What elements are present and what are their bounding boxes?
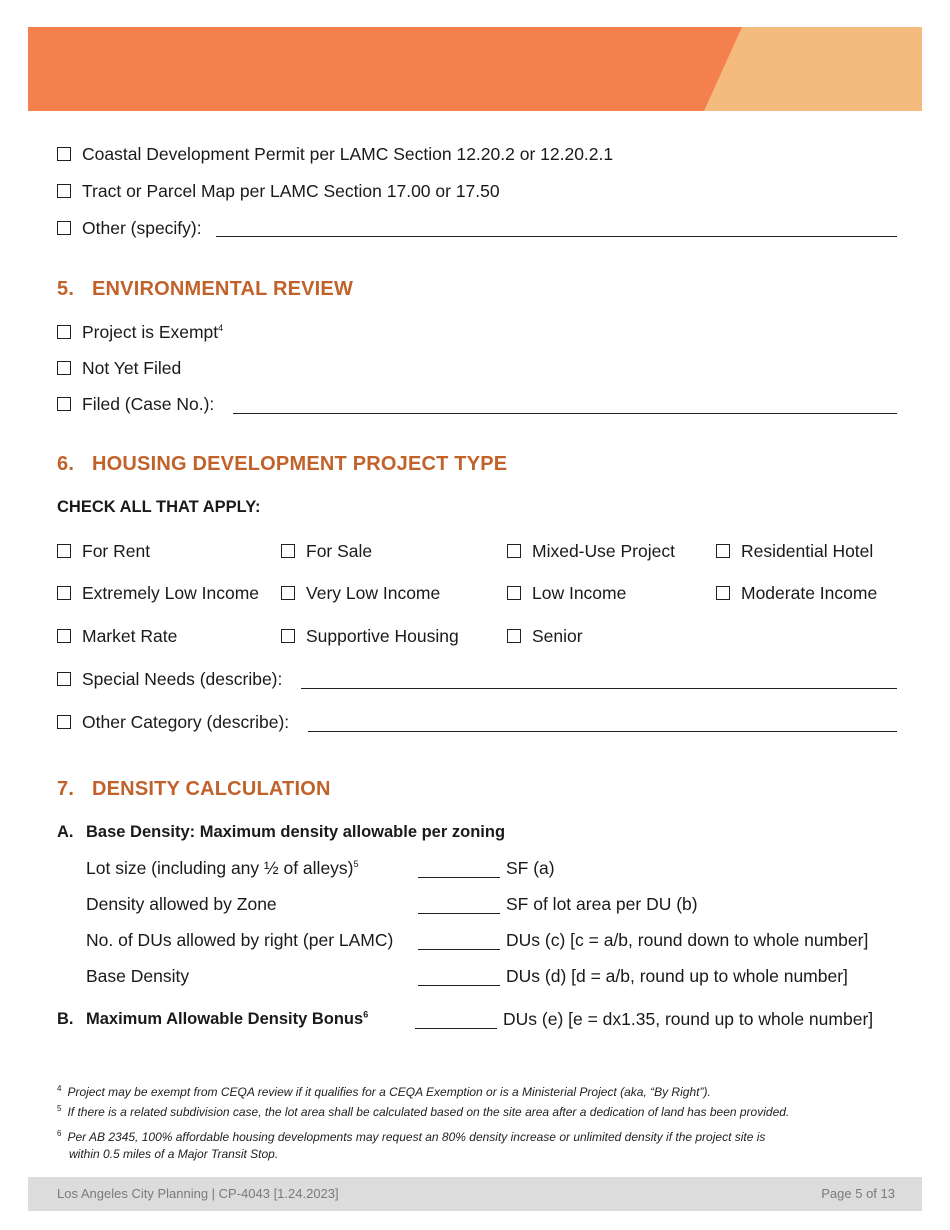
section-title: HOUSING DEVELOPMENT PROJECT TYPE <box>92 453 508 475</box>
checkbox[interactable] <box>57 672 71 686</box>
checkbox[interactable] <box>281 629 295 643</box>
option-extremely-low-income[interactable] <box>57 582 259 604</box>
base-density-field[interactable] <box>418 985 500 986</box>
checkbox[interactable] <box>507 629 521 643</box>
option-label: Market Rate <box>82 625 178 646</box>
lot-size-field[interactable] <box>418 877 500 878</box>
option-moderate-income[interactable] <box>716 582 877 604</box>
footnote-ref: 5 <box>353 859 359 870</box>
special-needs-field[interactable] <box>301 688 897 689</box>
option-label: Supportive Housing <box>306 625 459 646</box>
checkbox[interactable] <box>57 221 71 235</box>
footer-page-number: Page 5 of 13 <box>821 1186 895 1201</box>
option-project-exempt[interactable] <box>57 321 223 343</box>
other-category-field[interactable] <box>308 731 897 732</box>
option-label: Coastal Development Permit per LAMC Section 12.20.2 or 12.20.2.1 <box>82 143 614 164</box>
checkbox[interactable] <box>507 544 521 558</box>
option-label: Special Needs (describe): <box>82 668 283 689</box>
section-5-heading <box>57 278 353 301</box>
lot-size-label: Lot size (including any ½ of alleys)$^5$ <box>86 858 359 878</box>
checkbox[interactable] <box>716 586 730 600</box>
option-label: Other (specify): <box>82 217 202 238</box>
option-senior[interactable] <box>507 625 583 647</box>
option-filed[interactable] <box>57 393 214 415</box>
option-other-specify[interactable] <box>57 217 202 239</box>
subsection-b-heading: B. Maximum Allowable Density Bonus$^6$ <box>57 1009 369 1028</box>
option-very-low-income[interactable] <box>281 582 440 604</box>
dus-by-right-label: No. of DUs allowed by right (per LAMC) <box>86 930 394 950</box>
dus-by-right-field[interactable] <box>418 949 500 950</box>
base-density-label: Base Density <box>86 966 190 986</box>
checkbox[interactable] <box>57 586 71 600</box>
footnote-6-continued: within 0.5 miles of a Major Transit Stop. <box>69 1147 279 1161</box>
header-accent-shape <box>28 27 922 111</box>
section-number: 7. <box>57 778 75 800</box>
option-label: Extremely Low Income <box>82 582 260 603</box>
option-label: Other Category (describe): <box>82 711 290 732</box>
option-for-sale[interactable] <box>281 540 372 562</box>
checkbox[interactable] <box>57 184 71 198</box>
option-special-needs[interactable] <box>57 668 282 690</box>
checkbox[interactable] <box>57 629 71 643</box>
footnote-4: $^4$ Project may be exempt from CEQA review if it qualifies for a CEQA Exemption or is a Ministerial Project (aka, “By Right”). <box>57 1084 711 1099</box>
section-title: ENVIRONMENTAL REVIEW <box>92 278 354 300</box>
option-label: Moderate Income <box>741 582 878 603</box>
option-label: Not Yet Filed <box>82 357 182 378</box>
case-number-field[interactable] <box>233 413 897 414</box>
section-6-heading <box>57 453 507 476</box>
checkbox[interactable] <box>57 147 71 161</box>
checkbox[interactable] <box>281 586 295 600</box>
option-residential-hotel[interactable] <box>716 540 873 562</box>
option-label: Filed (Case No.): <box>82 393 215 414</box>
option-for-rent[interactable] <box>57 540 150 562</box>
option-tract-map[interactable] <box>57 180 500 202</box>
option-label: Tract or Parcel Map per LAMC Section 17.00 or 17.50 <box>82 180 500 201</box>
footnote-ref: 4 <box>218 322 224 333</box>
footnote-ref: 6 <box>363 1009 369 1020</box>
checkbox[interactable] <box>716 544 730 558</box>
dus-by-right-unit: DUs (c) [c = a/b, round down to whole number] <box>506 930 869 950</box>
section-7-heading <box>57 778 331 801</box>
option-label: For Sale <box>306 540 373 561</box>
option-mixed-use[interactable] <box>507 540 675 562</box>
option-label: Low Income <box>532 582 627 603</box>
checkbox[interactable] <box>57 544 71 558</box>
footer-document-id: Los Angeles City Planning | CP-4043 [1.24.2023] <box>57 1186 339 1201</box>
density-zone-unit: SF of lot area per DU (b) <box>506 894 698 914</box>
footnote-5: $^5$ If there is a related subdivision case, the lot area shall be calculated based on the site area after a dedication of land has been provided. <box>57 1104 790 1119</box>
base-density-unit: DUs (d) [d = a/b, round up to whole number] <box>506 966 848 986</box>
option-label: Residential Hotel <box>741 540 874 561</box>
checkbox[interactable] <box>57 397 71 411</box>
checkbox[interactable] <box>57 361 71 375</box>
option-label: Mixed-Use Project <box>532 540 675 561</box>
section-number: 6. <box>57 453 75 475</box>
option-not-yet-filed[interactable] <box>57 357 181 379</box>
option-coastal-permit[interactable] <box>57 143 613 165</box>
option-label: Very Low Income <box>306 582 441 603</box>
density-zone-label: Density allowed by Zone <box>86 894 277 914</box>
density-bonus-field[interactable] <box>415 1028 497 1029</box>
header-banner <box>28 27 922 111</box>
option-label: For Rent <box>82 540 151 561</box>
page-footer <box>28 1177 922 1211</box>
option-market-rate[interactable] <box>57 625 177 647</box>
section-title: DENSITY CALCULATION <box>92 778 331 800</box>
checkbox[interactable] <box>507 586 521 600</box>
density-zone-field[interactable] <box>418 913 500 914</box>
other-specify-field[interactable] <box>216 236 897 237</box>
option-label: Senior <box>532 625 583 646</box>
density-bonus-unit: DUs (e) [e = dx1.35, round up to whole number] <box>503 1009 874 1029</box>
checkbox[interactable] <box>57 715 71 729</box>
section-number: 5. <box>57 278 75 300</box>
option-supportive-housing[interactable] <box>281 625 459 647</box>
footnote-6: $^6$ Per AB 2345, 100% affordable housing developments may request an 80% density increase or unlimited density if the project site is <box>57 1129 766 1144</box>
option-other-category[interactable] <box>57 711 289 733</box>
lot-size-unit: SF (a) <box>506 858 555 878</box>
subsection-a-heading: A. Base Density: Maximum density allowable per zoning <box>57 823 506 841</box>
option-low-income[interactable] <box>507 582 626 604</box>
checkbox[interactable] <box>281 544 295 558</box>
check-all-instruction: CHECK ALL THAT APPLY: <box>57 498 261 516</box>
checkbox[interactable] <box>57 325 71 339</box>
option-label: Project is Exempt$^4$ <box>82 321 224 342</box>
